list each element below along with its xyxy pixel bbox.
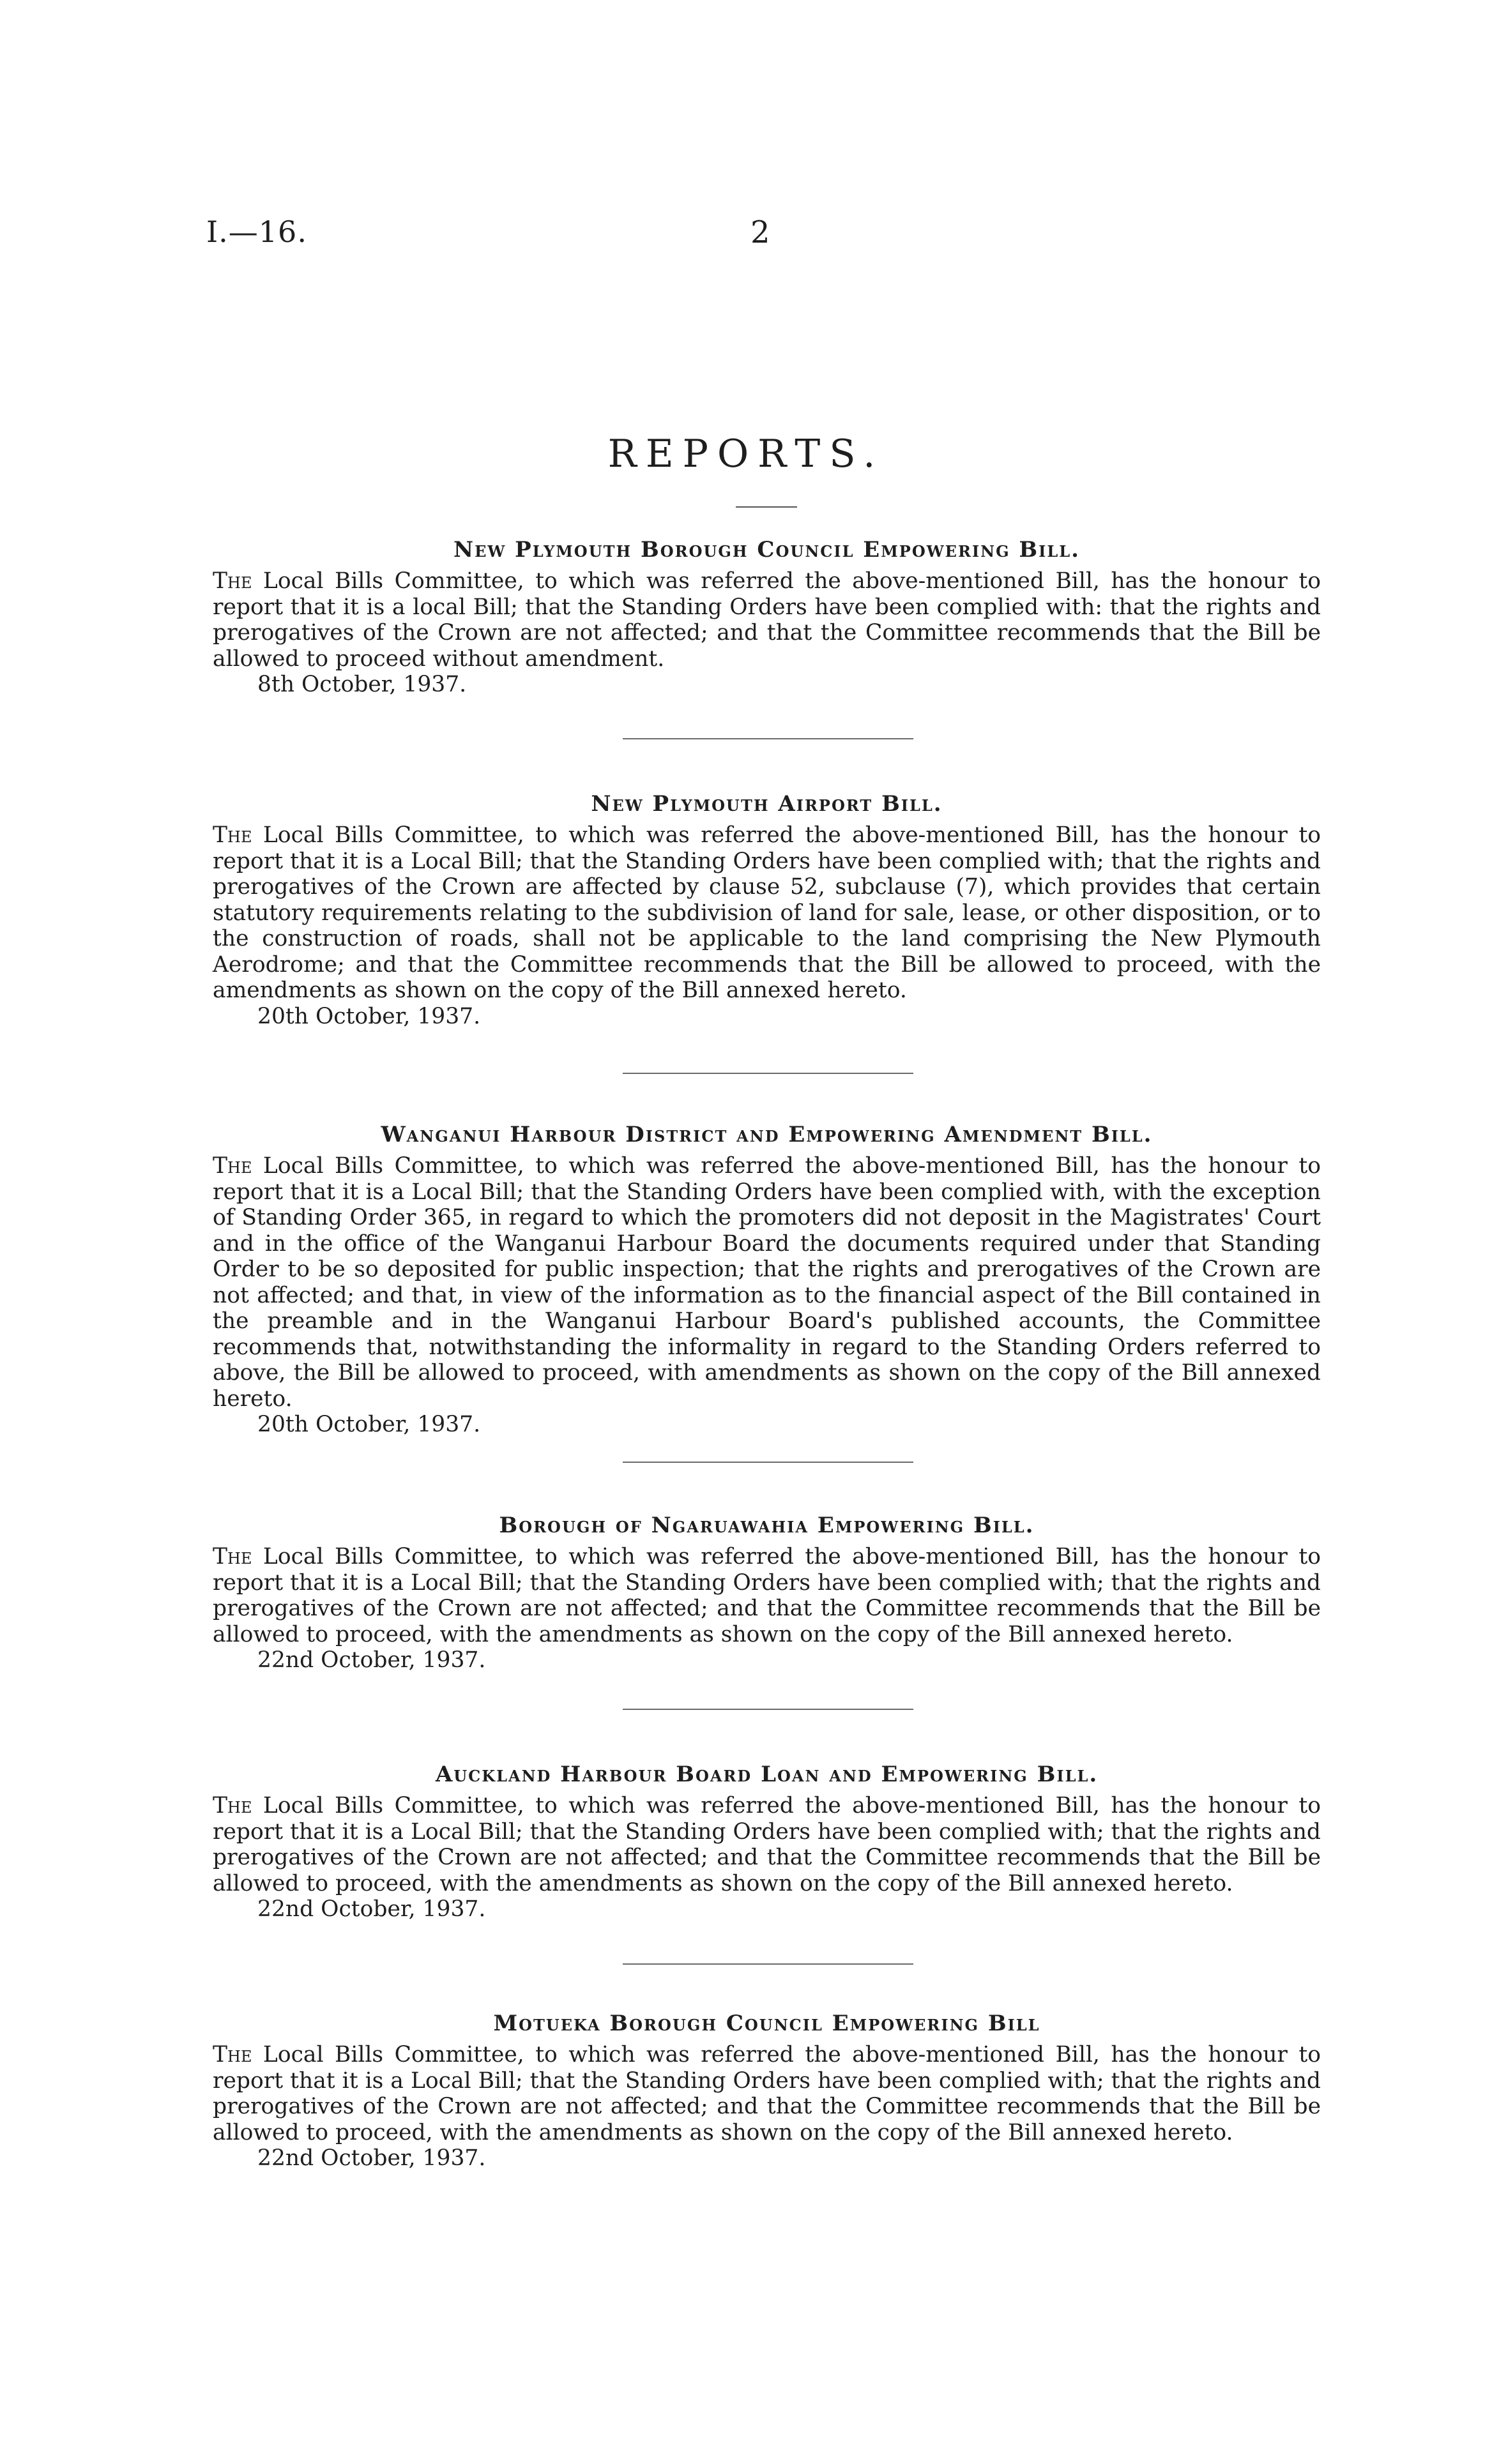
report-text: Local Bills Committee, to which was referred the above-mentioned Bill, has the honour to report that it is a Local Bill; that the Standing Orders have been complied with, with the exception of Standing Order 365, in regard to which the promoters did not deposit in the Magistrates' Court and in the office of the Wanganui Harbour Board the documents required under that Standing Order to be so deposited for public inspection; that the rights and prerogatives of the Crown are not affected; and that, in view of the information as to the financial aspect of the Bill contained in the preamble and in the Wanganui Harbour Board's published accounts, the Committee recommends that, notwithstanding the informality in regard to the Standing Orders referred to above, the Bill be allowed to proceed, with amendments as shown on the copy of the Bill annexed hereto.: [213, 1153, 1321, 1412]
bill-title: Borough of Ngaruawahia Empowering Bill.: [499, 1513, 1035, 1538]
report-ngaruawahia: [213, 1511, 1321, 1674]
report-date: 22nd October, 1937.: [257, 1896, 486, 1922]
report-date: 8th October, 1937.: [257, 672, 467, 697]
bill-title: Auckland Harbour Board Loan and Empowering Bill.: [435, 1762, 1099, 1787]
report-wanganui-harbour: [213, 1120, 1321, 1438]
document-reference: I.—16.: [206, 215, 307, 249]
report-date: 22nd October, 1937.: [257, 2145, 486, 2171]
report-lead: The: [213, 1793, 252, 1818]
report-auckland-harbour: [213, 1760, 1321, 1923]
report-body: [213, 822, 1321, 1004]
report-text: Local Bills Committee, to which was referred the above-mentioned Bill, has the honour to report that it is a Local Bill; that the Standing Orders have been complied with; that the rights and prerogatives of the Crown are not affected; and that the Committee recommends that the Bill be allowed to proceed, with the amendments as shown on the copy of the Bill annexed hereto.: [213, 1544, 1321, 1647]
report-text: Local Bills Committee, to which was referred the above-mentioned Bill, has the honour to report that it is a Local Bill; that the Standing Orders have been complied with; that the rights and prerogatives of the Crown are not affected; and that the Committee recommends that the Bill be allowed to proceed, with the amendments as shown on the copy of the Bill annexed hereto.: [213, 1793, 1321, 1896]
heading-rule: [736, 506, 797, 508]
report-lead: The: [213, 822, 252, 848]
report-body: [213, 1153, 1321, 1412]
report-body: [213, 1793, 1321, 1896]
section-divider: [623, 738, 913, 739]
bill-title: New Plymouth Borough Council Empowering Bill.: [453, 537, 1080, 563]
bill-title: Motueka Borough Council Empowering Bill: [493, 2011, 1040, 2036]
report-new-plymouth-borough: [213, 535, 1321, 698]
section-divider: [623, 1073, 913, 1074]
report-lead: The: [213, 2042, 252, 2067]
report-date: 20th October, 1937.: [257, 1003, 481, 1029]
section-divider: [623, 1709, 913, 1710]
report-body: [213, 1544, 1321, 1647]
section-divider: [623, 1462, 913, 1463]
section-divider: [623, 1963, 913, 1965]
page-title: REPORTS.: [607, 432, 885, 476]
report-lead: The: [213, 1153, 252, 1179]
report-text: Local Bills Committee, to which was referred the above-mentioned Bill, has the honour to report that it is a local Bill; that the Standing Orders have been complied with: that the rights and prerogatives of the Crown are not affected; and that the Committee recommends that the Bill be allowed to proceed without amendment.: [213, 568, 1321, 672]
report-motueka: [213, 2009, 1321, 2172]
report-lead: The: [213, 568, 252, 594]
report-body: [213, 2042, 1321, 2145]
page-number: 2: [750, 215, 770, 250]
report-date: 22nd October, 1937.: [257, 1647, 486, 1673]
report-new-plymouth-airport: [213, 789, 1321, 1029]
report-body: [213, 568, 1321, 672]
report-date: 20th October, 1937.: [257, 1412, 481, 1437]
bill-title: New Plymouth Airport Bill.: [591, 791, 943, 817]
report-text: Local Bills Committee, to which was referred the above-mentioned Bill, has the honour to report that it is a Local Bill; that the Standing Orders have been complied with; that the rights and prerogatives of the Crown are not affected; and that the Committee recommends that the Bill be allowed to proceed, with the amendments as shown on the copy of the Bill annexed hereto.: [213, 2042, 1321, 2145]
report-lead: The: [213, 1544, 252, 1569]
bill-title: Wanganui Harbour District and Empowering Amendment Bill.: [381, 1122, 1153, 1147]
report-text: Local Bills Committee, to which was referred the above-mentioned Bill, has the honour to report that it is a Local Bill; that the Standing Orders have been complied with; that the rights and prerogatives of the Crown are affected by clause 52, subclause (7), which provides that certain statutory requirements relating to the subdivision of land for sale, lease, or other disposition, or to the construction of roads, shall not be applicable to the land comprising the New Plymouth Aerodrome; and that the Committee recommends that the Bill be allowed to proceed, with the amendments as shown on the copy of the Bill annexed hereto.: [213, 822, 1321, 1003]
